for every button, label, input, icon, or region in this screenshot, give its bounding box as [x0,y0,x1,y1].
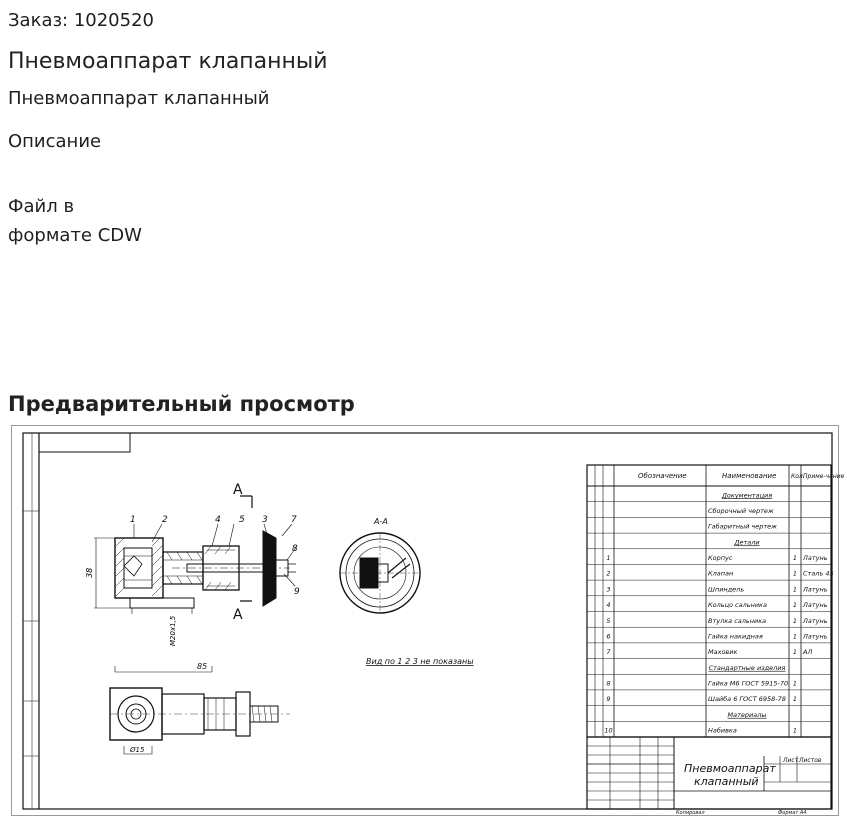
callout-9: 9 [294,587,300,597]
spec-header-qty: Кол. [791,473,805,480]
view-marker-bottom: А [233,607,243,623]
spec-row-name: Гайка М6 ГОСТ 5915-70 [708,679,789,688]
drawing-preview-svg [12,426,845,816]
spec-section-title: Детали [734,538,760,547]
title-block [587,737,831,816]
spec-section-title: Материалы [727,710,767,719]
product-subtitle: Пневмоаппарат клапанный [8,88,270,109]
spec-row-pos: 6 [606,632,611,641]
spec-row-qty: 1 [792,616,798,625]
spec-row-pos: 5 [606,616,611,625]
section-marker [233,482,252,623]
view-marker-top: А [233,482,243,498]
spec-row-note: Латунь [803,616,828,625]
spec-row-name: Кольцо сальника [708,601,767,610]
order-number: Заказ: 1020520 [8,10,154,31]
title-block-name-1: Пневмоаппарат [684,762,776,775]
callout-8: 8 [292,544,298,554]
preview-heading: Предварительный просмотр [8,392,355,416]
spec-row-qty: 1 [792,679,798,688]
callout-2: 2 [162,515,168,525]
spec-row-qty: 1 [792,601,798,610]
spec-row-note: Латунь [803,554,828,562]
spec-row-pos: 2 [606,569,611,578]
spec-row-qty: 1 [792,632,798,641]
spec-row-pos: 3 [606,585,611,594]
file-format-line-2: формате CDW [8,225,142,246]
title-block-name-2: клапанный [694,775,759,788]
spec-row-note: Латунь [803,601,828,610]
spec-row-name: Маховик [708,648,738,657]
callout-3: 3 [262,515,268,525]
spec-row-pos: 10 [604,726,613,735]
spec-row-qty: 1 [792,585,798,594]
spec-row-pos: 8 [606,679,611,688]
section-label: А-А [374,517,388,526]
spec-row-name: Сборочный чертеж [708,507,774,515]
drawing-preview[interactable] [11,425,845,816]
spec-row-note: Сталь 45 [803,569,834,578]
spec-row-qty: 1 [792,569,798,578]
spec-row-name: Гайка накидная [708,632,763,641]
spec-row-name: Клапан [708,569,734,578]
spec-row-qty: 1 [792,695,798,704]
file-format-info [8,192,208,250]
dim-small-value: Ø15 [130,746,145,754]
specification-table [587,465,845,737]
spec-row-note: Латунь [803,585,828,594]
callout-1: 1 [130,515,136,525]
spec-header-name: Наименование [722,472,777,480]
description-heading: Описание [8,131,102,152]
spec-row-pos: 4 [606,601,611,610]
valve-section-view [115,524,297,614]
drawing-note: Вид по 1 2 3 не показаны [366,657,474,666]
spec-row-name: Габаритный чертеж [708,522,778,531]
spec-section-title: Стандартные изделия [708,663,786,672]
section-aa-view [340,533,420,613]
spec-row-name: Шпиндель [708,585,745,594]
spec-row-qty: 1 [792,726,798,735]
spec-row-qty: 1 [792,554,798,562]
spec-header-designation: Обозначение [638,472,687,480]
spec-row-name: Втулка сальника [708,616,767,625]
spec-row-note: АЛ [803,648,813,657]
title-block-sheet: Лист [783,757,799,764]
title-block-copied: Копировал [676,810,705,816]
product-title: Пневмоаппарат клапанный [8,49,328,74]
title-block-sheets: Листов [799,757,822,764]
spec-row-note: Латунь [803,632,828,641]
dim-left-value: 38 [85,567,94,578]
spec-section-title: Документация [721,491,773,500]
callout-7: 7 [291,515,297,525]
title-block-format: Формат А4 [778,810,807,816]
callout-4: 4 [215,515,221,525]
spec-row-name: Шайба 6 ГОСТ 6958-78 [708,695,786,704]
spec-row-name: Корпус [708,554,733,562]
dim-top-value: 85 [197,662,208,671]
spec-row-pos: 9 [606,695,611,704]
spec-row-qty: 1 [792,648,798,657]
thread-label: М20х1,5 [169,615,177,646]
file-format-line-1: Файл в [8,196,75,217]
spec-header-note: Приме-чание [803,473,845,480]
callout-5: 5 [239,515,245,525]
spec-row-pos: 1 [606,554,611,562]
spec-row-pos: 7 [606,648,611,657]
valve-top-view [110,666,290,754]
spec-row-name: Набивка [708,726,737,735]
